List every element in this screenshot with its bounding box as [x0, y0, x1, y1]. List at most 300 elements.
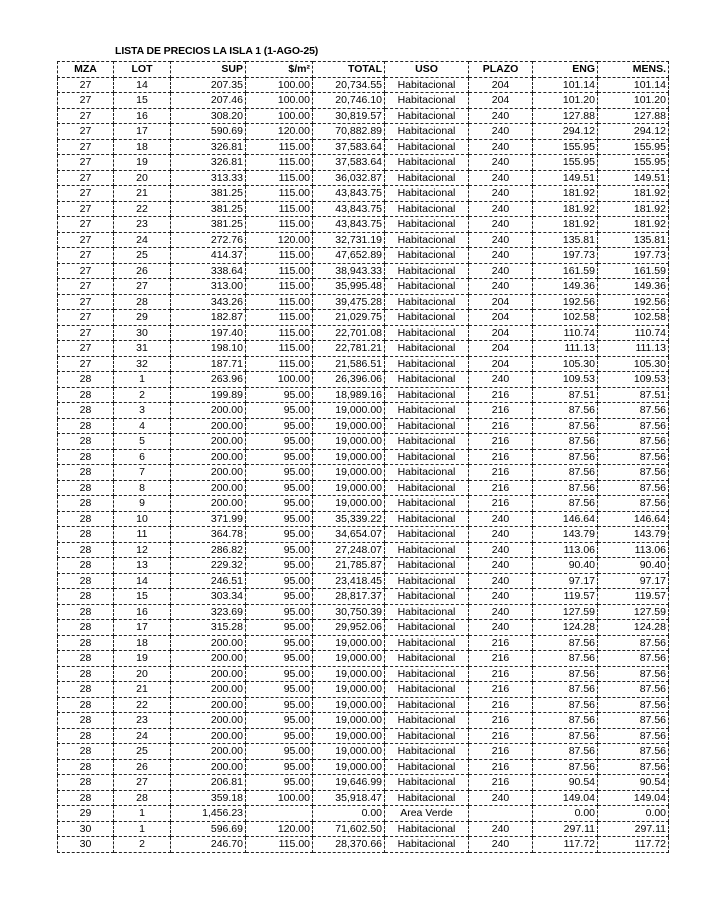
cell-lot: 13 [114, 558, 171, 574]
cell-mens: 149.51 [598, 170, 669, 186]
cell-eng: 192.56 [533, 294, 598, 310]
cell-eng: 119.57 [533, 589, 598, 605]
cell-price-per-m2: 115.00 [246, 201, 313, 217]
cell-eng: 297.11 [533, 821, 598, 837]
cell-sup: 200.00 [171, 465, 246, 481]
cell-price-per-m2: 115.00 [246, 170, 313, 186]
cell-plazo: 240 [469, 279, 533, 295]
cell-eng: 127.59 [533, 604, 598, 620]
cell-price-per-m2: 100.00 [246, 108, 313, 124]
table-row [58, 201, 669, 217]
cell-price-per-m2: 95.00 [246, 573, 313, 589]
cell-plazo: 216 [469, 418, 533, 434]
cell-plazo: 216 [469, 635, 533, 651]
table-row [58, 604, 669, 620]
cell-mens: 149.04 [598, 790, 669, 806]
cell-uso: Habitacional [385, 542, 469, 558]
cell-total: 19,000.00 [313, 480, 385, 496]
cell-eng: 181.92 [533, 201, 598, 217]
table-row [58, 713, 669, 729]
cell-uso: Habitacional [385, 387, 469, 403]
cell-total: 35,918.47 [313, 790, 385, 806]
cell-price-per-m2: 115.00 [246, 325, 313, 341]
cell-price-per-m2: 115.00 [246, 155, 313, 171]
cell-total: 26,396.06 [313, 372, 385, 388]
cell-sup: 343.26 [171, 294, 246, 310]
cell-total: 19,000.00 [313, 418, 385, 434]
cell-mens: 87.56 [598, 651, 669, 667]
cell-eng: 87.56 [533, 697, 598, 713]
cell-uso: Habitacional [385, 217, 469, 233]
cell-mza: 27 [58, 108, 114, 124]
cell-price-per-m2: 115.00 [246, 356, 313, 372]
table-row [58, 77, 669, 93]
cell-uso: Habitacional [385, 775, 469, 791]
cell-mens: 87.56 [598, 449, 669, 465]
cell-mens: 90.40 [598, 558, 669, 574]
cell-mza: 29 [58, 806, 114, 822]
cell-mza: 27 [58, 294, 114, 310]
cell-sup: 200.00 [171, 682, 246, 698]
table-row [58, 449, 669, 465]
cell-plazo: 240 [469, 248, 533, 264]
cell-mza: 28 [58, 511, 114, 527]
cell-eng: 149.04 [533, 790, 598, 806]
cell-mza: 28 [58, 465, 114, 481]
cell-eng: 146.64 [533, 511, 598, 527]
cell-total: 19,000.00 [313, 728, 385, 744]
cell-mza: 28 [58, 728, 114, 744]
cell-mens: 101.20 [598, 93, 669, 109]
cell-mens: 111.13 [598, 341, 669, 357]
cell-price-per-m2: 95.00 [246, 387, 313, 403]
cell-mens: 87.56 [598, 744, 669, 760]
cell-total: 32,731.19 [313, 232, 385, 248]
cell-total: 20,734.55 [313, 77, 385, 93]
cell-lot: 2 [114, 387, 171, 403]
cell-mens: 297.11 [598, 821, 669, 837]
cell-total: 28,817.37 [313, 589, 385, 605]
cell-uso: Habitacional [385, 403, 469, 419]
table-row [58, 496, 669, 512]
cell-eng: 87.56 [533, 744, 598, 760]
cell-total: 43,843.75 [313, 217, 385, 233]
cell-price-per-m2: 115.00 [246, 139, 313, 155]
cell-lot: 3 [114, 403, 171, 419]
cell-sup: 596.69 [171, 821, 246, 837]
cell-total: 19,000.00 [313, 651, 385, 667]
cell-mens: 87.56 [598, 434, 669, 450]
cell-price-per-m2: 115.00 [246, 186, 313, 202]
cell-mens: 109.53 [598, 372, 669, 388]
cell-lot: 20 [114, 666, 171, 682]
cell-mza: 28 [58, 604, 114, 620]
cell-plazo: 240 [469, 527, 533, 543]
cell-plazo: 204 [469, 356, 533, 372]
cell-mens: 87.56 [598, 496, 669, 512]
cell-mza: 28 [58, 713, 114, 729]
cell-lot: 7 [114, 465, 171, 481]
cell-plazo: 240 [469, 542, 533, 558]
cell-plazo: 216 [469, 682, 533, 698]
cell-mza: 28 [58, 449, 114, 465]
cell-eng: 101.14 [533, 77, 598, 93]
cell-plazo: 240 [469, 186, 533, 202]
table-body [58, 77, 669, 852]
cell-sup: 246.51 [171, 573, 246, 589]
cell-uso: Habitacional [385, 201, 469, 217]
cell-lot: 25 [114, 744, 171, 760]
cell-sup: 200.00 [171, 403, 246, 419]
cell-uso: Habitacional [385, 589, 469, 605]
cell-mens: 105.30 [598, 356, 669, 372]
cell-lot: 27 [114, 775, 171, 791]
cell-lot: 1 [114, 806, 171, 822]
cell-sup: 200.00 [171, 697, 246, 713]
cell-eng: 105.30 [533, 356, 598, 372]
cell-uso: Habitacional [385, 108, 469, 124]
cell-mza: 28 [58, 496, 114, 512]
cell-price-per-m2: 120.00 [246, 232, 313, 248]
cell-plazo: 216 [469, 744, 533, 760]
table-row [58, 186, 669, 202]
cell-eng: 87.56 [533, 418, 598, 434]
cell-sup: 246.70 [171, 837, 246, 853]
cell-eng: 135.81 [533, 232, 598, 248]
cell-lot: 12 [114, 542, 171, 558]
cell-lot: 18 [114, 635, 171, 651]
cell-lot: 10 [114, 511, 171, 527]
cell-mza: 27 [58, 124, 114, 140]
cell-eng: 111.13 [533, 341, 598, 357]
cell-plazo: 240 [469, 170, 533, 186]
cell-price-per-m2: 120.00 [246, 124, 313, 140]
cell-total: 27,248.07 [313, 542, 385, 558]
cell-sup: 272.76 [171, 232, 246, 248]
cell-plazo: 240 [469, 604, 533, 620]
cell-mens: 124.28 [598, 620, 669, 636]
cell-mens: 155.95 [598, 155, 669, 171]
cell-uso: Habitacional [385, 341, 469, 357]
cell-uso: Habitacional [385, 604, 469, 620]
cell-total: 28,370.66 [313, 837, 385, 853]
header-plazo: PLAZO [469, 62, 533, 78]
cell-price-per-m2: 115.00 [246, 279, 313, 295]
cell-total: 0.00 [313, 806, 385, 822]
cell-price-per-m2: 95.00 [246, 713, 313, 729]
cell-sup: 308.20 [171, 108, 246, 124]
cell-uso: Habitacional [385, 325, 469, 341]
cell-mens: 87.56 [598, 682, 669, 698]
cell-mza: 28 [58, 759, 114, 775]
cell-plazo: 216 [469, 387, 533, 403]
cell-total: 19,000.00 [313, 496, 385, 512]
cell-lot: 32 [114, 356, 171, 372]
cell-sup: 182.87 [171, 310, 246, 326]
cell-lot: 25 [114, 248, 171, 264]
cell-price-per-m2: 95.00 [246, 682, 313, 698]
table-row [58, 434, 669, 450]
cell-mens: 181.92 [598, 201, 669, 217]
cell-mza: 28 [58, 527, 114, 543]
header-lot: LOT [114, 62, 171, 78]
cell-plazo: 216 [469, 759, 533, 775]
cell-price-per-m2: 95.00 [246, 480, 313, 496]
table-row [58, 728, 669, 744]
table-row [58, 697, 669, 713]
cell-mza: 27 [58, 170, 114, 186]
cell-plazo: 216 [469, 496, 533, 512]
cell-price-per-m2: 95.00 [246, 635, 313, 651]
table-row [58, 759, 669, 775]
cell-sup: 286.82 [171, 542, 246, 558]
cell-mza: 28 [58, 744, 114, 760]
cell-mza: 27 [58, 77, 114, 93]
cell-total: 19,000.00 [313, 635, 385, 651]
cell-lot: 26 [114, 263, 171, 279]
cell-sup: 200.00 [171, 434, 246, 450]
cell-price-per-m2: 95.00 [246, 434, 313, 450]
cell-eng: 97.17 [533, 573, 598, 589]
header-eng: ENG [533, 62, 598, 78]
cell-eng: 87.56 [533, 496, 598, 512]
cell-price-per-m2: 100.00 [246, 372, 313, 388]
cell-uso: Habitacional [385, 573, 469, 589]
cell-plazo: 216 [469, 465, 533, 481]
cell-price-per-m2: 95.00 [246, 666, 313, 682]
cell-total: 19,000.00 [313, 744, 385, 760]
cell-total: 22,781.21 [313, 341, 385, 357]
cell-mza: 28 [58, 480, 114, 496]
header-uso: USO [385, 62, 469, 78]
table-row [58, 744, 669, 760]
cell-lot: 15 [114, 93, 171, 109]
cell-eng: 155.95 [533, 155, 598, 171]
cell-uso: Habitacional [385, 558, 469, 574]
header-price-per-m2: $/m² [246, 62, 313, 78]
cell-sup: 338.64 [171, 263, 246, 279]
table-row [58, 837, 669, 853]
table-row [58, 232, 669, 248]
cell-plazo: 240 [469, 558, 533, 574]
cell-sup: 200.00 [171, 759, 246, 775]
cell-mza: 27 [58, 248, 114, 264]
cell-price-per-m2: 100.00 [246, 790, 313, 806]
cell-price-per-m2: 95.00 [246, 604, 313, 620]
cell-uso: Habitacional [385, 511, 469, 527]
cell-mens: 0.00 [598, 806, 669, 822]
cell-price-per-m2: 115.00 [246, 263, 313, 279]
table-row [58, 372, 669, 388]
cell-eng: 181.92 [533, 186, 598, 202]
cell-mza: 27 [58, 232, 114, 248]
table-row [58, 139, 669, 155]
cell-total: 43,843.75 [313, 186, 385, 202]
cell-plazo: 240 [469, 124, 533, 140]
cell-total: 19,000.00 [313, 759, 385, 775]
cell-mens: 87.56 [598, 697, 669, 713]
cell-total: 34,654.07 [313, 527, 385, 543]
cell-price-per-m2: 115.00 [246, 217, 313, 233]
cell-uso: Habitacional [385, 449, 469, 465]
cell-mza: 28 [58, 790, 114, 806]
cell-total: 19,000.00 [313, 403, 385, 419]
header-mza: MZA [58, 62, 114, 78]
cell-uso: Habitacional [385, 682, 469, 698]
cell-total: 70,882.89 [313, 124, 385, 140]
table-row [58, 775, 669, 791]
cell-lot: 23 [114, 217, 171, 233]
cell-sup: 200.00 [171, 480, 246, 496]
cell-eng: 87.51 [533, 387, 598, 403]
cell-total: 22,701.08 [313, 325, 385, 341]
cell-total: 71,602.50 [313, 821, 385, 837]
cell-sup: 323.69 [171, 604, 246, 620]
cell-uso: Habitacional [385, 666, 469, 682]
cell-plazo: 216 [469, 449, 533, 465]
cell-sup: 303.34 [171, 589, 246, 605]
header-total: TOTAL [313, 62, 385, 78]
cell-eng: 127.88 [533, 108, 598, 124]
cell-plazo: 216 [469, 728, 533, 744]
table-row [58, 403, 669, 419]
cell-lot: 17 [114, 620, 171, 636]
cell-sup: 381.25 [171, 201, 246, 217]
cell-total: 19,000.00 [313, 697, 385, 713]
cell-price-per-m2: 95.00 [246, 527, 313, 543]
cell-mza: 28 [58, 542, 114, 558]
cell-mens: 87.56 [598, 666, 669, 682]
table-row [58, 806, 669, 822]
table-row [58, 527, 669, 543]
cell-plazo: 216 [469, 480, 533, 496]
cell-sup: 313.00 [171, 279, 246, 295]
cell-lot: 11 [114, 527, 171, 543]
cell-price-per-m2: 100.00 [246, 77, 313, 93]
cell-eng: 90.40 [533, 558, 598, 574]
cell-mens: 161.59 [598, 263, 669, 279]
cell-eng: 0.00 [533, 806, 598, 822]
cell-price-per-m2: 95.00 [246, 558, 313, 574]
cell-sup: 200.00 [171, 418, 246, 434]
cell-uso: Habitacional [385, 124, 469, 140]
cell-lot: 5 [114, 434, 171, 450]
cell-eng: 87.56 [533, 759, 598, 775]
cell-mens: 127.59 [598, 604, 669, 620]
cell-eng: 161.59 [533, 263, 598, 279]
cell-plazo: 240 [469, 620, 533, 636]
cell-uso: Habitacional [385, 356, 469, 372]
cell-sup: 200.00 [171, 635, 246, 651]
cell-eng: 87.56 [533, 434, 598, 450]
cell-uso: Habitacional [385, 263, 469, 279]
cell-mens: 119.57 [598, 589, 669, 605]
cell-lot: 21 [114, 682, 171, 698]
cell-uso: Habitacional [385, 232, 469, 248]
cell-eng: 197.73 [533, 248, 598, 264]
cell-plazo: 204 [469, 310, 533, 326]
cell-sup: 200.00 [171, 651, 246, 667]
cell-mza: 27 [58, 263, 114, 279]
cell-lot: 8 [114, 480, 171, 496]
cell-sup: 229.32 [171, 558, 246, 574]
cell-price-per-m2: 95.00 [246, 511, 313, 527]
cell-uso: Habitacional [385, 294, 469, 310]
cell-mza: 27 [58, 155, 114, 171]
cell-mens: 113.06 [598, 542, 669, 558]
cell-plazo: 240 [469, 139, 533, 155]
cell-mens: 117.72 [598, 837, 669, 853]
cell-uso: Habitacional [385, 790, 469, 806]
cell-lot: 24 [114, 728, 171, 744]
cell-sup: 207.46 [171, 93, 246, 109]
table-row [58, 310, 669, 326]
header-mens: MENS. [598, 62, 669, 78]
table-row [58, 480, 669, 496]
table-row [58, 821, 669, 837]
cell-price-per-m2: 95.00 [246, 728, 313, 744]
cell-eng: 87.56 [533, 666, 598, 682]
cell-uso: Habitacional [385, 480, 469, 496]
table-row [58, 635, 669, 651]
cell-price-per-m2: 95.00 [246, 403, 313, 419]
cell-mza: 28 [58, 573, 114, 589]
cell-mza: 28 [58, 372, 114, 388]
table-row [58, 155, 669, 171]
cell-lot: 24 [114, 232, 171, 248]
cell-plazo: 204 [469, 325, 533, 341]
cell-total: 37,583.64 [313, 139, 385, 155]
cell-uso: Habitacional [385, 527, 469, 543]
cell-total: 19,000.00 [313, 465, 385, 481]
cell-sup: 315.28 [171, 620, 246, 636]
cell-uso: Habitacional [385, 279, 469, 295]
cell-plazo: 204 [469, 294, 533, 310]
cell-uso: Habitacional [385, 186, 469, 202]
cell-total: 36,032.87 [313, 170, 385, 186]
cell-total: 43,843.75 [313, 201, 385, 217]
table-row [58, 465, 669, 481]
cell-eng: 143.79 [533, 527, 598, 543]
cell-total: 19,000.00 [313, 666, 385, 682]
cell-eng: 87.56 [533, 728, 598, 744]
cell-plazo: 240 [469, 790, 533, 806]
cell-total: 19,000.00 [313, 434, 385, 450]
cell-mens: 87.56 [598, 465, 669, 481]
table-row [58, 589, 669, 605]
cell-mens: 127.88 [598, 108, 669, 124]
cell-total: 19,000.00 [313, 449, 385, 465]
cell-sup: 197.40 [171, 325, 246, 341]
cell-uso: Habitacional [385, 837, 469, 853]
cell-mens: 181.92 [598, 186, 669, 202]
cell-total: 35,339.22 [313, 511, 385, 527]
cell-total: 23,418.45 [313, 573, 385, 589]
cell-total: 30,819.57 [313, 108, 385, 124]
table-row [58, 170, 669, 186]
cell-mens: 102.58 [598, 310, 669, 326]
cell-sup: 371.99 [171, 511, 246, 527]
cell-mza: 28 [58, 620, 114, 636]
cell-total: 38,943.33 [313, 263, 385, 279]
cell-price-per-m2: 115.00 [246, 837, 313, 853]
document-title: LISTA DE PRECIOS LA ISLA 1 (1-AGO-25) [115, 45, 319, 57]
cell-sup: 590.69 [171, 124, 246, 140]
cell-uso: Habitacional [385, 93, 469, 109]
cell-uso: Habitacional [385, 744, 469, 760]
cell-uso: Area Verde [385, 806, 469, 822]
cell-sup: 206.81 [171, 775, 246, 791]
